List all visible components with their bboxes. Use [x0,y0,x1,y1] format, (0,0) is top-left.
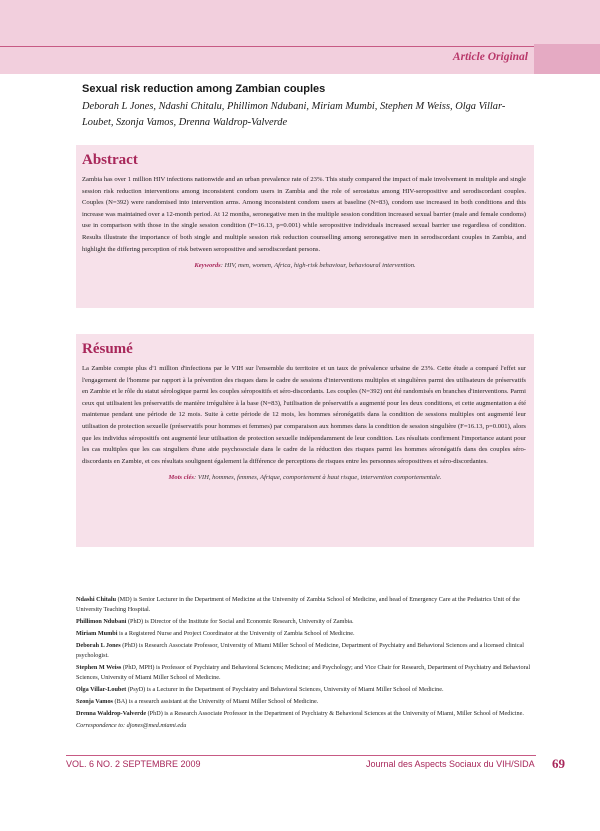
mots-cles-label: Mots clés [168,474,194,482]
author-list: Deborah L Jones, Ndashi Chitalu, Phillimon Ndubani, Miriam Mumbi, Stephen M Weiss, Olga Villar-Loubet, Szonja Vamos, Drenna Waldrop-Valverde [82,101,506,128]
author-note-name: Stephen M Weiss [76,663,122,671]
author-note [76,685,534,695]
keywords-text: : HIV, men, women, Africa, high-risk behaviour, behavioural intervention. [220,262,416,270]
author-note [76,617,534,627]
author-note-text: (PsyD) is a Lecturer in the Department of Psychiatry and Behavioral Sciences, University of Miami Miller School of Medicine. [126,685,444,693]
resume-heading: Résumé [82,341,133,357]
author-note-text: (MD) is Senior Lecturer in the Department of Medicine at the University of Zambia School of Medicine, and head of Emergency Care at the Pediatrics Unit of the University Teaching Hospital. [76,596,520,613]
resume-text: La Zambie compte plus d'1 million d'infections par le VIH sur l'ensemble du territoire et un taux de prévalence urbaine de 23%. Cette étude a comparé l'effet sur l'engagement de l'homme par rapport à la prévention des risques dans le cadre de sessions d'interventions multiples et singulières parmi des utilisateurs de préservatifs en Zambie et le rôle du statut sérologique parmi les couples séropositifs et séro-discordants. Les couples (N=392) ont été randomisés en branches d'interventions. Parmi ceux qui utilisaient les préservatifs de manière irrégulière à la base (N=83), l'utilisation de préservatifs a augmenté pour les deux conditions, et cette augmentation a été maintenue pendant une période de 12 mois. Suite à cette période de 12 mois, les hommes séronégatifs dans la condition de sessions multiples ont augmenté leur utilisation de protection sexuelle (préservatifs pour hommes et femmes) par comparaison aux hommes dans la condition de session singulière (F=16.13, p=0.001), alors que les individus séropositifs ont augmenté leur utilisation de protection sexuelle indépendamment de leur condition. Les résultats confirment l'importance autant pour les cas multiples que les cas singuliers d'une aide psychosociale dans le cadre de la réduction des risques parmi les hommes séronégatifs dans des couples séro-discordants en Zambie, et ces résultats soulignent également la différence de perceptions de risques entre les personnes séropositives et séro-discordantes. [82,365,526,465]
author-note-name: Phillimon Ndubani [76,617,127,625]
mots-cles-text: : VIH, hommes, femmes, Afrique, comportement à haut risque, intervention comportementale. [194,474,442,482]
abstract-heading: Abstract [82,152,138,168]
abstract-box [76,145,534,308]
author-note-text: (PhD) is Research Associate Professor, University of Miami Miller School of Medicine, Department of Psychiatry and Behavioral Sciences and a licensed clinical psychologist. [76,642,524,659]
author-note-text: (PhD) is Director of the Institute for Social and Economic Research, University of Zambia. [126,617,354,625]
author-note-name: Deborah L Jones [76,642,121,650]
article-type-label: Article Original [452,51,528,63]
keywords-label: Keywords [194,262,221,270]
author-note-name: Ndashi Chitalu [76,596,117,603]
author-note-name: Szonja Vamos [76,697,113,705]
author-notes [76,595,534,733]
abstract-text: Zambia has over 1 million HIV infections nationwide and an urban prevalence rate of 23%. This study compared the impact of male involvement in multiple and single session risk reduction interventions among inconsistent condom users in Zambia and the role of serostatus among HIV-seropositive and serodiscordant couples. Couples (N=392) were randomised into intervention arms. Among inconsistent condom users at baseline (N=83), condom use increased in both conditions and this increase was maintained over a 12-month period. At 12 months, seronegative men in the multiple session condition increased sexual barrier (male and female condoms) use in comparison with those in the single session condition (F=16.13, p=0.001) while seropositive individuals increased sexual barrier use regardless of condition. Results illustrate the importance of both single and multiple session risk reduction counselling among seronegative men in serodiscordant couples in Zambia, and highlight the differing perception of risk between seropositive and serodiscordant persons. [82,176,526,253]
header-rule [0,46,600,47]
author-note-text: is a Registered Nurse and Project Coordinator at the University of Zambia School of Medicine. [117,629,355,637]
page-number: 69 [552,756,565,771]
author-note [76,663,534,682]
abstract-keywords [76,262,534,269]
author-note-name: Olga Villar-Loubet [76,685,127,693]
footer-rule [66,755,536,756]
author-note-name: Miriam Mumbi [76,629,118,637]
resume-keywords [76,474,534,481]
author-note [76,629,534,639]
author-note [76,595,534,614]
resume-box [76,334,534,547]
article-title: Sexual risk reduction among Zambian couples [82,83,326,95]
author-note [76,697,534,707]
journal-name: Journal des Aspects Sociaux du VIH/SIDA [366,759,535,769]
author-note-text: (PhD) is a Research Associate Professor in the Department of Psychiatry & Behavioral Sciences at the University of Miami, Miller School of Medicine. [146,710,524,718]
author-note [76,641,534,660]
header-tag [534,44,600,74]
author-note-text: (PhD, MPH) is Professor of Psychiatry and Behavioral Sciences; Medicine; and Psychology; and Vice Chair for Research, Department of Psychiatry and Behavioral Sciences, University of Miami Miller School of Medicine. [76,663,531,681]
author-note [76,709,534,719]
correspondence-email: Correspondence to: djones@med.miami.edu [76,722,187,730]
volume-issue: VOL. 6 NO. 2 SEPTEMBRE 2009 [66,759,201,769]
author-note-text: (BA) is a research assistant at the University of Miami Miller School of Medicine. [112,697,319,705]
author-note-name: Drenna Waldrop-Valverde [76,710,147,718]
